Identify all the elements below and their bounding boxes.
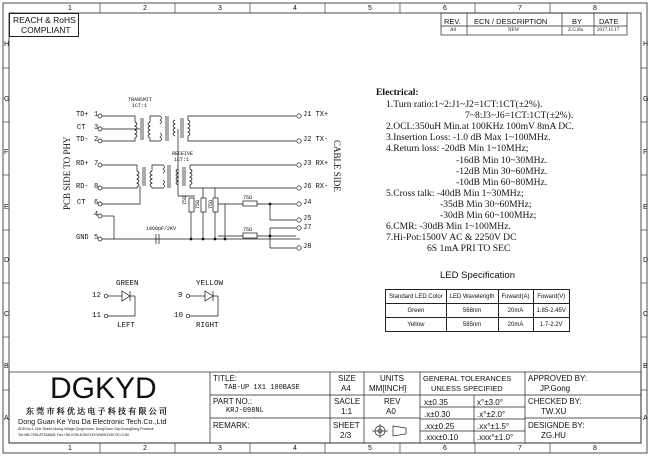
led-right-label: RIGHT bbox=[196, 322, 219, 330]
size-label: SIZE bbox=[338, 374, 356, 383]
resistor-network bbox=[178, 129, 296, 248]
pin-label-td-minus: TD- bbox=[76, 136, 89, 144]
grid-row-right-F: F bbox=[643, 149, 648, 156]
compliance-line-1: REACH & RoHS bbox=[13, 15, 76, 25]
table-cell: 20mA bbox=[498, 318, 533, 332]
compliance-line-2: COMPLIANT bbox=[21, 25, 71, 35]
table-cell: 1.7-2.2V bbox=[533, 318, 569, 332]
projection-symbol-icon bbox=[372, 424, 406, 438]
resistor-label-e: 75Ω bbox=[243, 227, 253, 233]
rev-header-rev: REV. bbox=[444, 17, 461, 26]
grid-row-right-E: E bbox=[643, 204, 648, 211]
receive-ratio: 1CT:1 bbox=[174, 157, 190, 163]
company-name-cn: 东 莞 市 科 优 达 电 子 科 技 有 限 公 司 bbox=[26, 407, 167, 416]
green-pin-11: 11 bbox=[92, 312, 102, 320]
left-pin-wires bbox=[102, 116, 300, 239]
grid-col-bottom-5: 5 bbox=[368, 445, 372, 452]
grid-col-top-1: 1 bbox=[68, 5, 72, 12]
grid-col-bottom-2: 2 bbox=[143, 445, 147, 452]
grid-row-right-B: B bbox=[643, 363, 648, 370]
table-cell: 1.85-2.45V bbox=[533, 304, 569, 318]
pin-label-j3: J3 RX+ bbox=[303, 160, 329, 168]
electrical-line: 6S 1mA PRI TO SEC bbox=[427, 243, 511, 255]
pin-num-1: 1 bbox=[94, 111, 99, 119]
grid-row-left-B: B bbox=[4, 363, 9, 370]
grid-row-right-H: H bbox=[643, 41, 649, 48]
grid-col-bottom-1: 1 bbox=[68, 445, 72, 452]
pin-num-2: 2 bbox=[94, 136, 99, 144]
tol-linear-1: .x±0.30 bbox=[424, 410, 451, 419]
green-led-title: GREEN bbox=[116, 280, 139, 288]
grid-col-bottom-6: 6 bbox=[443, 445, 447, 452]
receive-label: RECEIVE bbox=[172, 151, 194, 157]
yellow-led-title: YELLOW bbox=[196, 280, 224, 288]
grid-row-left-G: G bbox=[4, 96, 10, 103]
scale-label: SACLE bbox=[334, 397, 361, 406]
table-cell: 568nm bbox=[446, 304, 498, 318]
pin-label-j4: J4 bbox=[303, 199, 312, 207]
pin-label-j1: J1 TX+ bbox=[303, 111, 329, 119]
rev-header-date: DATE bbox=[599, 17, 619, 26]
pin-label-rd-minus: RD- bbox=[76, 183, 89, 191]
pin-label-td-plus: TD+ bbox=[76, 111, 89, 119]
grid-row-left-C: C bbox=[4, 311, 10, 318]
pin-label-j8: J8 bbox=[303, 243, 312, 251]
led-col-wavelength: LED Wavelength bbox=[446, 290, 498, 304]
grid-row-right-A: A bbox=[643, 415, 648, 422]
transmit-ratio: 1CT:1 bbox=[132, 103, 148, 109]
tol-linear-0: x±0.35 bbox=[424, 398, 448, 407]
pin-label-j6: J6 RX- bbox=[303, 183, 329, 191]
led-left-label: LEFT bbox=[117, 322, 136, 330]
electrical-line: 2.OCL:350uH Min.at 100KHz 100mV 8mA DC. bbox=[386, 121, 574, 133]
sheet-label: SHEET bbox=[333, 421, 360, 430]
size-value: A4 bbox=[341, 384, 351, 393]
grid-col-top-8: 8 bbox=[593, 5, 597, 12]
led-col-color: Standard LED Color bbox=[386, 290, 447, 304]
grid-row-right-D: D bbox=[643, 257, 649, 264]
approved-by-value: JP.Gong bbox=[540, 384, 571, 393]
grid-col-bottom-7: 7 bbox=[518, 445, 522, 452]
electrical-line: -10dB Min 60~80MHz. bbox=[456, 176, 548, 188]
company-address: ADD:No.1 Lihe Street,Lihong Village,Qingxi town, DongGuan City,GuangDong Province bbox=[18, 427, 154, 431]
grid-col-top-6: 6 bbox=[443, 5, 447, 12]
pin-label-rd-plus: RD+ bbox=[76, 160, 89, 168]
part-no-value: KRJ-098NL bbox=[226, 407, 264, 415]
grid-col-top-5: 5 bbox=[368, 5, 372, 12]
grid-row-left-D: D bbox=[4, 257, 10, 264]
units-value: MM[INCH] bbox=[369, 384, 407, 393]
yellow-pin-10: 10 bbox=[174, 312, 184, 320]
pin-label-gnd: GND bbox=[76, 234, 89, 242]
compliance-box bbox=[9, 13, 79, 37]
rev-value: A0 bbox=[386, 407, 396, 416]
yellow-pin-9: 9 bbox=[178, 292, 183, 300]
led-spec-table bbox=[385, 289, 570, 332]
right-pin-circles bbox=[297, 114, 301, 250]
tol-angular-2: .xx°±1.5° bbox=[477, 422, 510, 431]
rev-row-rev: A0 bbox=[450, 28, 457, 33]
grid-row-left-F: F bbox=[4, 149, 9, 156]
electrical-line: -12dB Min 30~60MHz. bbox=[456, 165, 548, 177]
table-cell: Green bbox=[386, 304, 447, 318]
tol-angular-3: .xxx°±1.0° bbox=[477, 433, 514, 442]
pin-num-5: 5 bbox=[94, 234, 99, 242]
company-logo: DGKYD bbox=[50, 372, 157, 405]
resistor-label-c: 75Ω bbox=[208, 199, 214, 209]
rev-row-desc: NEW bbox=[508, 28, 520, 33]
grid-col-bottom-3: 3 bbox=[218, 445, 222, 452]
grid-row-right-C: C bbox=[643, 311, 649, 318]
sheet-value: 2/3 bbox=[340, 431, 352, 440]
title-value: TAB-UP 1X1 100BASE bbox=[224, 384, 300, 392]
electrical-line: -16dB Min 10~30MHz. bbox=[456, 154, 548, 166]
pin-num-6: 6 bbox=[94, 199, 99, 207]
led-col-forward-v: Foward(V) bbox=[533, 290, 569, 304]
led-col-forward-a: Foward(A) bbox=[498, 290, 533, 304]
junction-dots bbox=[190, 203, 272, 241]
tol-linear-3: .xxx±0.10 bbox=[424, 433, 459, 442]
title-label: TITLE: bbox=[213, 374, 238, 383]
left-pin-circles bbox=[98, 114, 102, 241]
tol-angular-0: x°±3.0° bbox=[477, 398, 503, 407]
table-row bbox=[386, 290, 570, 304]
company-name-en: Dong Guan Ke You Da Electronic Tech.Co.,Ltd bbox=[18, 417, 167, 426]
part-no-label: PART NO.: bbox=[213, 397, 253, 406]
pin-label-ct-6: CT bbox=[77, 199, 86, 207]
pin-label-j2: J2 TX- bbox=[303, 136, 329, 144]
designed-by-label: DESIGNDE BY: bbox=[528, 421, 585, 430]
designed-by-value: ZG.HU bbox=[541, 431, 566, 440]
grid-row-left-H: H bbox=[4, 41, 10, 48]
pcb-side-label: PCB SIDE TO PHY bbox=[62, 136, 72, 210]
tol-angular-1: .x°±2.0° bbox=[477, 410, 506, 419]
rev-header-by: BY bbox=[572, 17, 583, 26]
electrical-line: -35dB Min 30~60MHz; bbox=[440, 198, 532, 210]
units-label: UNITS bbox=[380, 374, 404, 383]
pin-num-8: 8 bbox=[94, 183, 99, 191]
approved-by-label: APPROVED BY: bbox=[528, 374, 588, 383]
electrical-line: 7~8:J3~J6=1CT:1CT(±2%). bbox=[465, 110, 574, 122]
transmit-label: TRANSMIT bbox=[128, 97, 153, 103]
pin-label-j7: J7 bbox=[303, 224, 312, 232]
checked-by-value: TW.XU bbox=[541, 407, 567, 416]
checked-by-label: CHECKED BY: bbox=[528, 397, 582, 406]
table-row bbox=[386, 304, 570, 318]
grid-col-bottom-4: 4 bbox=[293, 445, 297, 452]
cable-side-label: CABLE SIDE bbox=[332, 140, 342, 192]
remark-label: REMARK: bbox=[213, 421, 250, 430]
resistor-label-d: 75Ω bbox=[243, 195, 253, 201]
green-pin-12: 12 bbox=[92, 292, 102, 300]
pin-label-ct-3: CT bbox=[77, 124, 86, 132]
transmit-transformer bbox=[122, 116, 296, 141]
electrical-line: 4.Return loss: -20dB Min 1~10MHz; bbox=[386, 143, 529, 155]
rev-row-by: Z.G.Hu bbox=[568, 28, 584, 33]
table-cell: 585nm bbox=[446, 318, 498, 332]
pin-num-7: 7 bbox=[94, 160, 99, 168]
pin-label-j5: J5 bbox=[303, 215, 312, 223]
grid-row-left-A: A bbox=[4, 415, 9, 422]
tolerance-header-2: UNLESS SPECIFIED bbox=[431, 384, 503, 393]
table-row bbox=[386, 318, 570, 332]
table-cell: 20mA bbox=[498, 304, 533, 318]
grid-col-top-3: 3 bbox=[218, 5, 222, 12]
pin-num-3: 3 bbox=[94, 124, 99, 132]
scale-value: 1:1 bbox=[341, 407, 353, 416]
electrical-title: Electrical: bbox=[376, 87, 419, 98]
capacitor-label: 1000pF/2KV bbox=[146, 226, 177, 232]
grid-row-left-E: E bbox=[4, 204, 9, 211]
tol-linear-2: .xx±0.25 bbox=[424, 422, 455, 431]
rev-row-date: 2017.11.17 bbox=[597, 28, 620, 33]
rev-header-desc: ECN / DESCRIPTION bbox=[474, 17, 548, 26]
table-cell: Yellow bbox=[386, 318, 447, 332]
tolerance-header-1: GENERAL TOLERANCES bbox=[423, 374, 512, 383]
electrical-line: 1.Turn ratio:1~2:J1~J2=1CT:1CT(±2%). bbox=[386, 99, 543, 110]
pin-num-4: 4 bbox=[94, 211, 99, 219]
electrical-line: 3.Insertion Loss: -1.0 dB Max 1~100MHz. bbox=[386, 132, 551, 144]
grid-col-bottom-8: 8 bbox=[593, 445, 597, 452]
grid-row-right-G: G bbox=[643, 96, 649, 103]
resistor-label-a: 75Ω bbox=[182, 195, 188, 205]
led-spec-title: LED Specification bbox=[440, 270, 515, 281]
receive-transformer bbox=[122, 165, 296, 204]
resistor-label-b: 75Ω bbox=[195, 199, 201, 209]
grid-col-top-7: 7 bbox=[518, 5, 522, 12]
green-led-symbol bbox=[104, 291, 135, 318]
grid-col-top-4: 4 bbox=[293, 5, 297, 12]
yellow-led-symbol bbox=[186, 291, 218, 318]
company-tel: Tel:+86-0769-87334608; Fax:+86-0769-87647129 WWW.DGKYD.COM bbox=[18, 433, 129, 437]
electrical-line: 7.Hi-Pot:1500V AC & 2250V DC bbox=[386, 232, 517, 244]
electrical-line: 6.CMR: -30dB Min 1~100MHz. bbox=[386, 221, 511, 233]
electrical-line: -30dB Min 60~100MHz; bbox=[440, 210, 537, 221]
rev-label: REV bbox=[384, 397, 401, 406]
grid-col-top-2: 2 bbox=[143, 5, 147, 12]
electrical-line: 5.Cross talk: -40dB Min 1~30MHz; bbox=[386, 187, 524, 199]
